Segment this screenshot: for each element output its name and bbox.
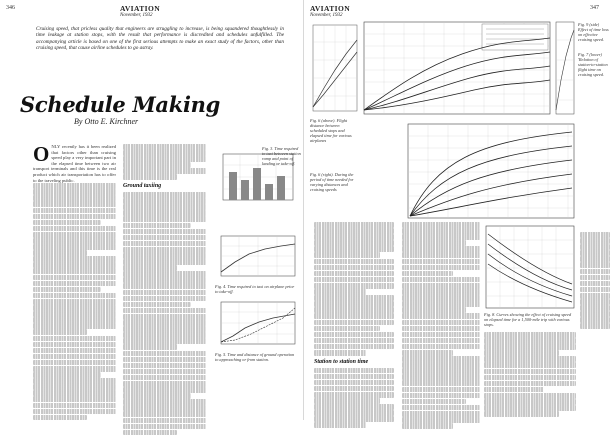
figure-5-chart	[215, 298, 297, 350]
figure-9-chart	[555, 20, 575, 116]
right-page-number: 347	[590, 5, 599, 11]
body-column-1	[33, 144, 116, 421]
figure-6-caption: Fig. 6 (above). Flight distance between scheduled stops and elapsed time for various airplanes	[310, 118, 352, 143]
figure-6-right-caption: Fig. 6 (right). During the period of time needed for varying distances and cruising speeds	[310, 172, 354, 192]
body-column-2	[123, 144, 206, 436]
figure-8-caption: Fig. 8. Curves showing the effect of cruising speed on elapsed time for a 1,500-mile trip with various stops.	[484, 312, 572, 327]
right-issue-date: November, 1932	[310, 13, 343, 18]
right-column-4	[580, 232, 610, 330]
section-heading-ground-taxiing: Ground taxiing	[123, 183, 162, 190]
figure-4-chart	[215, 232, 297, 282]
page-gutter	[303, 0, 304, 420]
intro-text: Cruising speed, that pricless quality that engineers are struggling to increase, is being squandered thoughtlessly in time leakage at station stops, with the result that performance is discredited and schedules unfulfilled. The accompanying article is based on one of the first serious attempts to make an exact study of the factors, other than cruising speed, that cause airline schedules to go astray.	[36, 26, 284, 51]
figure-6-left-chart	[310, 22, 360, 114]
figure-9-caption: Fig. 9 (side) Effect of time loss on effective cruising speed.	[578, 22, 609, 42]
left-page-number: 346	[6, 5, 15, 11]
left-page	[0, 0, 303, 420]
article-title: Schedule Making	[20, 92, 221, 117]
right-running-head	[310, 4, 350, 18]
right-column-2	[402, 222, 480, 429]
left-running-head	[120, 4, 160, 18]
right-column-3	[484, 332, 576, 417]
figure-6-main-chart	[362, 20, 552, 116]
opening-paragraph: NLY recently has it been realized that factors other than cruising speed play a very important part in the elapsed time between two air transport terminals and this time is the real product which air transportation has to offer to the traveling public.	[33, 144, 116, 183]
drop-cap: O	[33, 142, 50, 166]
right-column-1	[314, 222, 394, 429]
left-magazine-name: AVIATION	[120, 4, 161, 13]
figure-7-chart	[406, 122, 576, 220]
figure-3-caption: Fig. 3. Time required to taxi between station ramp and point of landing or take-off.	[262, 146, 301, 166]
figure-7-caption: Fig. 7 (lower) 'Relation of station-to-station flight time on cruising speed.	[578, 52, 608, 77]
right-page	[306, 0, 610, 420]
left-issue-date: November, 1932	[120, 13, 153, 18]
figure-5-caption: Fig. 5. Time and distance of ground operation to approaching or from station.	[215, 352, 295, 362]
figure-4-caption: Fig. 4. Time required to taxi on airplane prior to take-off.	[215, 284, 295, 294]
article-byline: By Otto E. Kirchner	[74, 117, 139, 126]
section-heading-station-time: Station to station time	[314, 358, 369, 365]
right-magazine-name: AVIATION	[310, 4, 351, 13]
figure-8-chart	[484, 224, 576, 310]
